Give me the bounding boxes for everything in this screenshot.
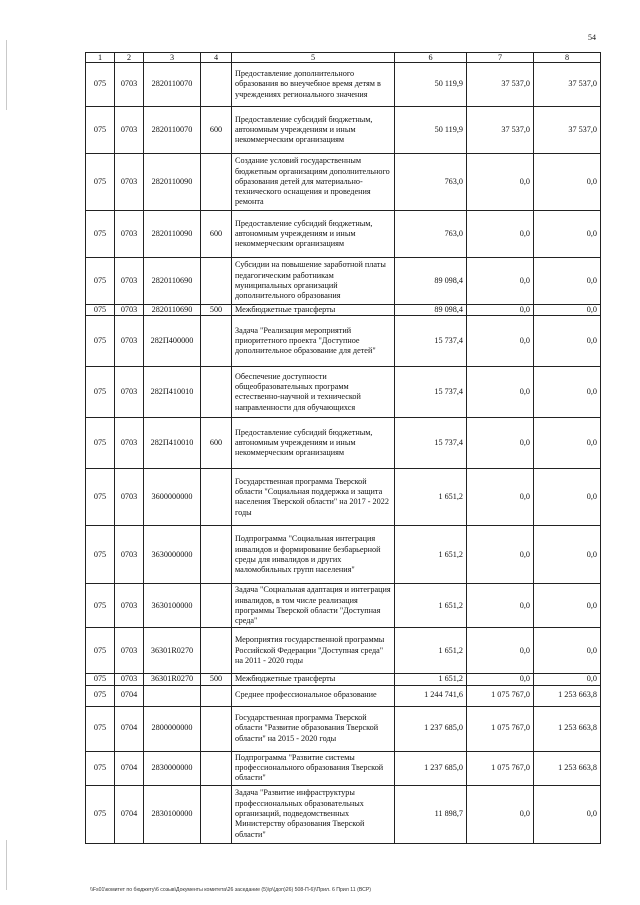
cell-target-article: 2800000000 [144,706,201,751]
cell-target-article: 2820110090 [144,211,201,258]
cell-amount-col6: 50 119,9 [395,63,467,107]
column-number: 5 [232,53,395,63]
cell-expense-type [201,526,232,584]
column-number: 6 [395,53,467,63]
cell-expense-type [201,63,232,107]
cell-expense-type [201,316,232,367]
cell-amount-col8: 37 537,0 [534,107,601,154]
cell-expense-type: 500 [201,305,232,316]
table-row [86,706,601,751]
cell-target-article: 2820110070 [144,107,201,154]
cell-expense-type [201,628,232,674]
cell-section-code: 0704 [115,785,144,843]
cell-section-code: 0703 [115,367,144,418]
table-row [86,305,601,316]
cell-description: Межбюджетные трансферты [232,674,395,685]
table-row [86,526,601,584]
cell-amount-col7: 0,0 [467,316,534,367]
cell-amount-col8: 0,0 [534,526,601,584]
table-row [86,469,601,526]
cell-amount-col7: 0,0 [467,367,534,418]
column-number: 1 [86,53,115,63]
cell-description: Среднее профессиональное образование [232,685,395,706]
cell-description: Подпрограмма "Развитие системы профессионального образования Тверской области" [232,751,395,785]
cell-amount-col6: 89 098,4 [395,305,467,316]
column-number: 3 [144,53,201,63]
cell-amount-col8: 1 253 663,8 [534,685,601,706]
cell-description: Предоставление дополнительного образования во внеучебное время детям в учреждениях регионального значения [232,63,395,107]
table-row [86,63,601,107]
cell-expense-type [201,469,232,526]
cell-ministry-code: 075 [86,785,115,843]
cell-description: Государственная программа Тверской области "Развитие образования Тверской области" на 2015 - 2020 годы [232,706,395,751]
cell-amount-col6: 1 651,2 [395,526,467,584]
cell-amount-col7: 0,0 [467,785,534,843]
column-number: 2 [115,53,144,63]
cell-target-article: 2820110090 [144,154,201,211]
cell-ministry-code: 075 [86,628,115,674]
cell-amount-col7: 37 537,0 [467,63,534,107]
cell-section-code: 0703 [115,63,144,107]
cell-amount-col8: 0,0 [534,469,601,526]
cell-amount-col8: 0,0 [534,418,601,469]
cell-target-article: 282П410010 [144,418,201,469]
cell-target-article: 2820110070 [144,63,201,107]
cell-section-code: 0703 [115,211,144,258]
cell-target-article: 2820110690 [144,258,201,305]
cell-expense-type [201,584,232,628]
cell-amount-col7: 0,0 [467,469,534,526]
cell-target-article: 3600000000 [144,469,201,526]
column-number: 8 [534,53,601,63]
cell-amount-col8: 0,0 [534,628,601,674]
table-row [86,316,601,367]
cell-ministry-code: 075 [86,584,115,628]
cell-amount-col6: 1 651,2 [395,674,467,685]
budget-table [85,52,601,844]
cell-amount-col8: 0,0 [534,785,601,843]
cell-amount-col8: 0,0 [534,367,601,418]
cell-section-code: 0703 [115,107,144,154]
cell-target-article: 3630000000 [144,526,201,584]
cell-ministry-code: 075 [86,154,115,211]
column-number: 4 [201,53,232,63]
table-row [86,418,601,469]
cell-ministry-code: 075 [86,751,115,785]
cell-ministry-code: 075 [86,469,115,526]
cell-description: Обеспечение доступности общеобразовательных программ естественно-научной и технической направленности для обучающихся [232,367,395,418]
cell-target-article: 3630100000 [144,584,201,628]
cell-amount-col6: 1 237 685,0 [395,706,467,751]
cell-amount-col8: 0,0 [534,211,601,258]
cell-ministry-code: 075 [86,526,115,584]
table-row [86,258,601,305]
cell-amount-col7: 0,0 [467,674,534,685]
footer-file-path: \\Fs01\комитет по бюджету\6 созыв\Документы комитета\26 заседание (5)\р\(доп)26) 508-П-6)\Прил. 6 Прил 11 (ВСР) [90,887,372,893]
cell-amount-col8: 1 253 663,8 [534,751,601,785]
cell-amount-col6: 1 651,2 [395,628,467,674]
cell-amount-col7: 0,0 [467,211,534,258]
cell-ministry-code: 075 [86,685,115,706]
cell-expense-type [201,751,232,785]
page-number: 54 [588,33,596,42]
table-row [86,211,601,258]
cell-description: Субсидии на повышение заработной платы педагогическим работникам муниципальных организаций дополнительного образования [232,258,395,305]
cell-ministry-code: 075 [86,367,115,418]
cell-description: Задача "Социальная адаптация и интеграция инвалидов, в том числе реализация программы Тверской области "Доступная среда" [232,584,395,628]
cell-description: Межбюджетные трансферты [232,305,395,316]
cell-amount-col6: 15 737,4 [395,367,467,418]
cell-description: Создание условий государственным бюджетным организациям дополнительного образования детей для материально-технического оснащения и проведения ремонта [232,154,395,211]
cell-target-article: 282П410010 [144,367,201,418]
cell-section-code: 0703 [115,584,144,628]
cell-expense-type [201,258,232,305]
cell-expense-type [201,685,232,706]
cell-amount-col6: 1 237 685,0 [395,751,467,785]
cell-section-code: 0703 [115,258,144,305]
table-row [86,367,601,418]
column-number: 7 [467,53,534,63]
cell-section-code: 0703 [115,469,144,526]
cell-ministry-code: 075 [86,258,115,305]
cell-section-code: 0703 [115,526,144,584]
cell-expense-type: 600 [201,211,232,258]
cell-description: Мероприятия государственной программы Российской Федерации "Доступная среда" на 2011 - 2020 годы [232,628,395,674]
table-body [86,53,601,844]
cell-ministry-code: 075 [86,706,115,751]
cell-amount-col8: 0,0 [534,674,601,685]
cell-amount-col7: 0,0 [467,154,534,211]
cell-amount-col6: 15 737,4 [395,418,467,469]
cell-amount-col6: 763,0 [395,211,467,258]
cell-ministry-code: 075 [86,63,115,107]
cell-description: Предоставление субсидий бюджетным, автономным учреждениям и иным некоммерческим организациям [232,211,395,258]
cell-ministry-code: 075 [86,418,115,469]
cell-amount-col7: 1 075 767,0 [467,685,534,706]
cell-description: Задача "Реализация мероприятий приоритетного проекта "Доступное дополнительное образование для детей" [232,316,395,367]
cell-section-code: 0703 [115,305,144,316]
cell-target-article: 2830000000 [144,751,201,785]
cell-section-code: 0704 [115,685,144,706]
cell-amount-col6: 1 651,2 [395,584,467,628]
cell-section-code: 0704 [115,751,144,785]
cell-ministry-code: 075 [86,211,115,258]
scan-edge-top [6,40,7,110]
cell-description: Предоставление субсидий бюджетным, автономным учреждениям и иным некоммерческим организациям [232,418,395,469]
cell-section-code: 0703 [115,418,144,469]
cell-amount-col8: 0,0 [534,154,601,211]
cell-amount-col6: 11 898,7 [395,785,467,843]
table-row [86,751,601,785]
cell-description: Государственная программа Тверской области "Социальная поддержка и защита населения Тверской области" на 2017 - 2022 годы [232,469,395,526]
table-row [86,628,601,674]
cell-amount-col7: 1 075 767,0 [467,751,534,785]
cell-target-article: 36301R0270 [144,628,201,674]
cell-amount-col7: 0,0 [467,526,534,584]
cell-amount-col6: 1 651,2 [395,469,467,526]
cell-target-article: 2820110690 [144,305,201,316]
cell-description: Предоставление субсидий бюджетным, автономным учреждениям и иным некоммерческим организациям [232,107,395,154]
cell-amount-col7: 0,0 [467,628,534,674]
cell-amount-col8: 0,0 [534,305,601,316]
cell-amount-col6: 763,0 [395,154,467,211]
cell-amount-col7: 1 075 767,0 [467,706,534,751]
cell-amount-col7: 0,0 [467,418,534,469]
cell-amount-col7: 0,0 [467,258,534,305]
cell-target-article: 36301R0270 [144,674,201,685]
cell-section-code: 0703 [115,674,144,685]
cell-expense-type: 600 [201,418,232,469]
table-row [86,685,601,706]
cell-amount-col8: 37 537,0 [534,63,601,107]
cell-section-code: 0703 [115,628,144,674]
table-row [86,674,601,685]
cell-target-article: 2830100000 [144,785,201,843]
column-number-row [86,53,601,63]
cell-target-article [144,685,201,706]
cell-amount-col6: 15 737,4 [395,316,467,367]
cell-amount-col7: 0,0 [467,305,534,316]
table-row [86,107,601,154]
table-row [86,584,601,628]
cell-ministry-code: 075 [86,107,115,154]
cell-section-code: 0703 [115,316,144,367]
cell-amount-col8: 1 253 663,8 [534,706,601,751]
cell-expense-type [201,706,232,751]
cell-amount-col8: 0,0 [534,584,601,628]
cell-expense-type: 500 [201,674,232,685]
cell-ministry-code: 075 [86,305,115,316]
cell-section-code: 0704 [115,706,144,751]
cell-amount-col7: 37 537,0 [467,107,534,154]
cell-target-article: 282П400000 [144,316,201,367]
cell-amount-col7: 0,0 [467,584,534,628]
cell-ministry-code: 075 [86,316,115,367]
cell-amount-col8: 0,0 [534,258,601,305]
cell-expense-type [201,154,232,211]
cell-description: Задача "Развитие инфраструктуры профессиональных образовательных организаций, подведомственных Министерству образования Тверской области" [232,785,395,843]
table-row [86,154,601,211]
table-row [86,785,601,843]
cell-description: Подпрограмма "Социальная интеграция инвалидов и формирование безбарьерной среды для инвалидов и других маломобильных групп населения" [232,526,395,584]
scan-edge-bottom [6,840,7,890]
cell-expense-type [201,367,232,418]
cell-ministry-code: 075 [86,674,115,685]
cell-amount-col6: 1 244 741,6 [395,685,467,706]
cell-section-code: 0703 [115,154,144,211]
cell-expense-type: 600 [201,107,232,154]
cell-amount-col6: 89 098,4 [395,258,467,305]
cell-amount-col6: 50 119,9 [395,107,467,154]
cell-amount-col8: 0,0 [534,316,601,367]
cell-expense-type [201,785,232,843]
